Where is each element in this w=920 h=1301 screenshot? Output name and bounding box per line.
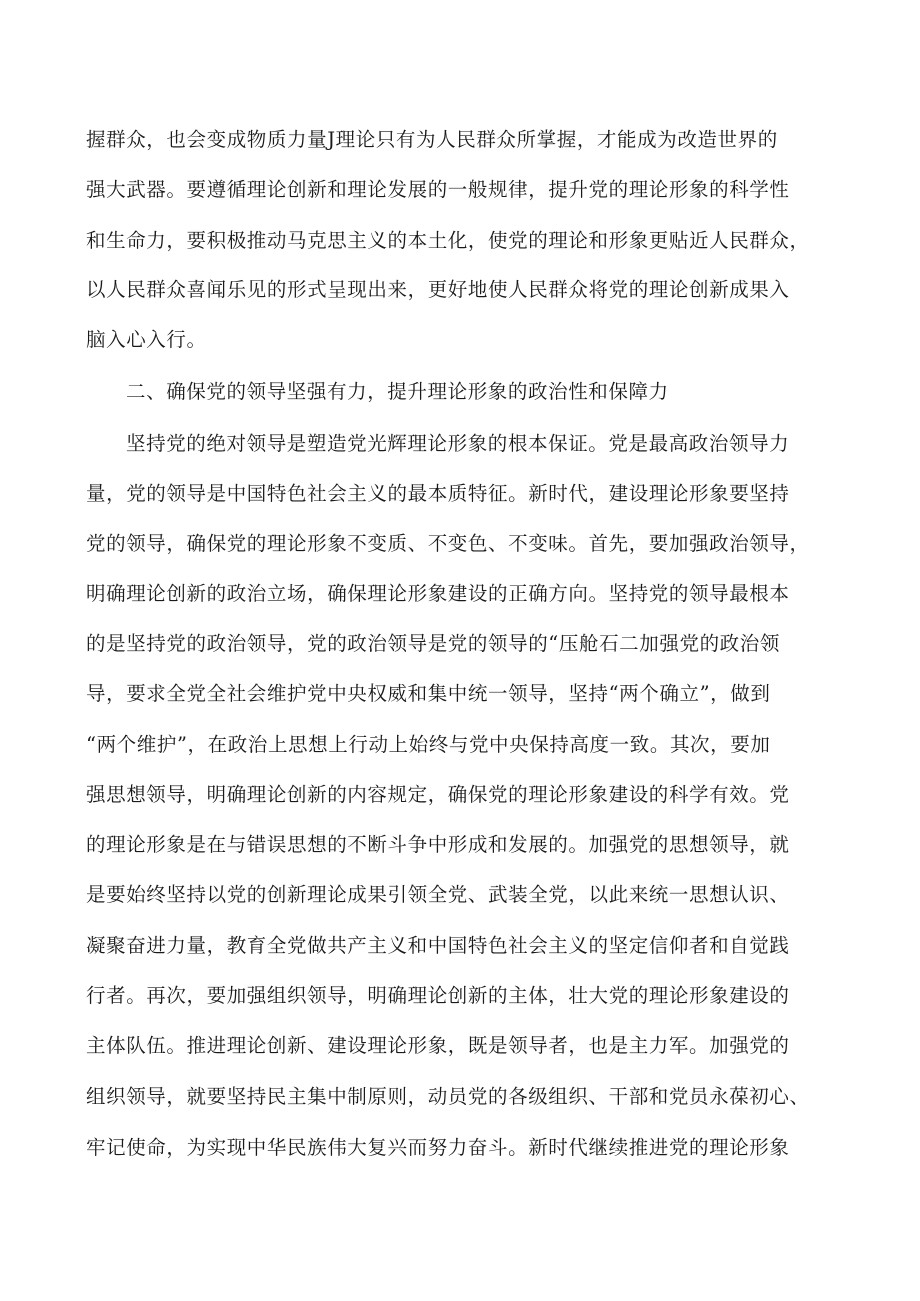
paragraph-line: 和生命力，要积极推动马克思主义的本土化，使党的理论和形象更贴近人民群众， [86, 229, 810, 252]
paragraph-line: 导，要求全党全社会维护党中央权威和集中统一领导，坚持“两个确立”，做到 [86, 682, 771, 705]
paragraph-line: 是要始终坚持以党的创新理论成果引领全党、武装全党，以此来统一思想认识、 [86, 883, 790, 906]
paragraph-line: 坚持党的绝对领导是塑造党光辉理论形象的根本保证。党是最高政治领导力 [126, 432, 790, 455]
paragraph-line: “两个维护”，在政治上思想上行动上始终与党中央保持高度一致。其次，要加 [86, 733, 771, 756]
paragraph-line: 牢记使命，为实现中华民族伟大复兴而努力奋斗。新时代继续推进党的理论形象 [86, 1136, 790, 1159]
paragraph-line: 组织领导，就要坚持民主集中制原则，动员党的各级组织、干部和党员永葆初心、 [86, 1085, 810, 1108]
paragraph-line: 的是坚持党的政治领导，党的政治领导是党的领导的“压舱石二加强党的政治领 [86, 632, 780, 655]
paragraph-line: 明确理论创新的政治立场，确保理论形象建设的正确方向。坚持党的领导最根本 [86, 582, 790, 605]
paragraph-line: 凝聚奋进力量，教育全党做共产主义和中国特色社会主义的坚定信仰者和自觉践 [86, 934, 790, 957]
paragraph-line: 的理论形象是在与错误思想的不断斗争中形成和发展的。加强党的思想领导，就 [86, 833, 790, 856]
paragraph-line: 主体队伍。推进理论创新、建设理论形象，既是领导者，也是主力军。加强党的 [86, 1034, 790, 1057]
paragraph-line: 行者。再次，要加强组织领导，明确理论创新的主体，壮大党的理论形象建设的 [86, 984, 790, 1007]
paragraph-line: 脑入心入行。 [86, 328, 207, 351]
paragraph-line: 党的领导，确保党的理论形象不变质、不变色、不变味。首先，要加强政治领导， [86, 532, 810, 555]
section-heading: 二、确保党的领导坚强有力，提升理论形象的政治性和保障力 [126, 380, 669, 403]
paragraph-line: 握群众，也会变成物质力量J理论只有为人民群众所掌握，才能成为改造世界的 [86, 128, 778, 151]
paragraph-line: 量，党的领导是中国特色社会主义的最本质特征。新时代，建设理论形象要坚持 [86, 482, 790, 505]
paragraph-line: 强大武器。要遵循理论创新和理论发展的一般规律，提升党的理论形象的科学性 [86, 178, 790, 201]
document-body [86, 0, 852, 1301]
paragraph-line: 强思想领导，明确理论创新的内容规定，确保党的理论形象建设的科学有效。党 [86, 783, 790, 806]
paragraph-line: 以人民群众喜闻乐见的形式呈现出来，更好地使人民群众将党的理论创新成果入 [86, 278, 790, 301]
